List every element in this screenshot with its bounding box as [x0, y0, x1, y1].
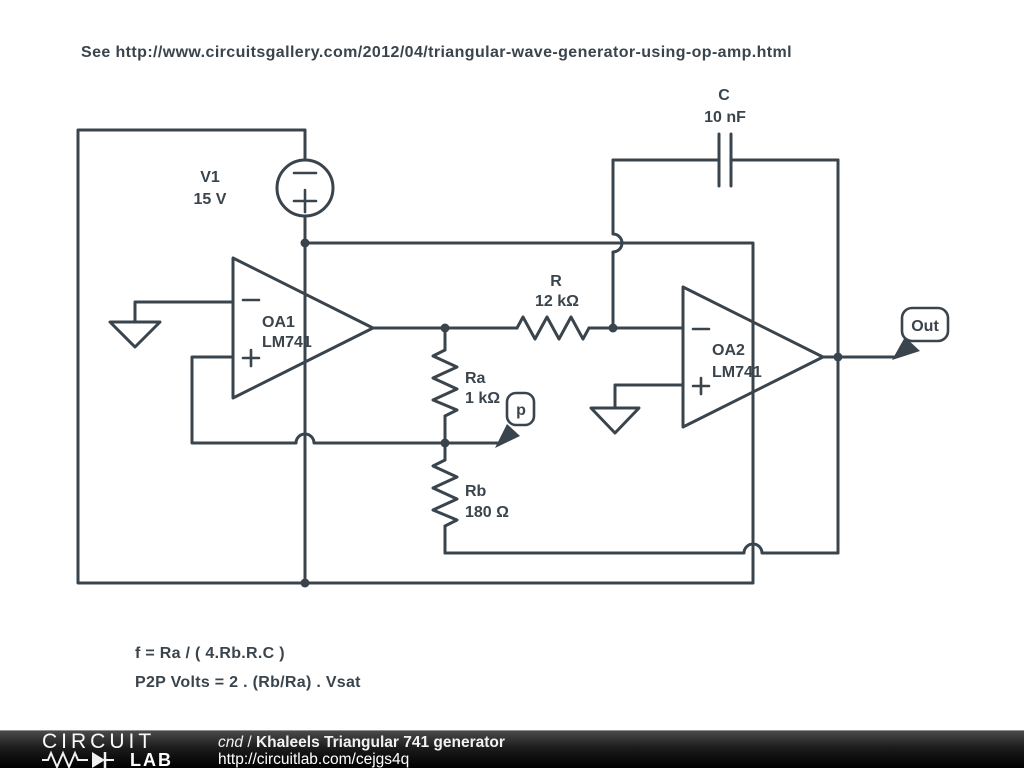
- ground-icon: [110, 322, 160, 347]
- circuit-url[interactable]: http://circuitlab.com/cejgs4q: [218, 751, 410, 768]
- logo-text-circuit: CIRCUIT: [42, 730, 156, 753]
- author-name: cnd: [218, 734, 243, 751]
- oa2-name-label: OA2: [712, 342, 745, 359]
- logo-text-lab: LAB: [130, 750, 173, 768]
- title-separator: /: [247, 734, 252, 751]
- ra-value-label: 1 kΩ: [465, 390, 501, 407]
- source-link-note: See http://www.circuitsgallery.com/2012/04/triangular-wave-generator-using-op-amp.html: [81, 44, 793, 61]
- c-value-label: 10 nF: [704, 109, 746, 126]
- rb-name-label: Rb: [465, 483, 487, 500]
- ra-name-label: Ra: [465, 370, 486, 387]
- circuit-meta[interactable]: [218, 734, 505, 768]
- wire-supply-loop: [78, 130, 753, 583]
- circuit-title: Khaleels Triangular 741 generator: [255, 734, 505, 751]
- junction-dot: [301, 579, 310, 588]
- frequency-formula: f = Ra / ( 4.Rb.R.C ): [135, 645, 285, 662]
- junction-dots: [301, 239, 843, 588]
- flag-out-label: Out: [911, 318, 939, 335]
- oa2-part-label: LM741: [712, 364, 762, 381]
- flag-out: [892, 308, 948, 360]
- oa1-name-label: OA1: [262, 314, 295, 331]
- p2p-formula: P2P Volts = 2 . (Rb/Ra) . Vsat: [135, 674, 361, 691]
- oa1-part-label: LM741: [262, 334, 312, 351]
- c-name-label: C: [718, 87, 730, 104]
- junction-dot: [441, 439, 450, 448]
- flag-p-label: p: [516, 402, 526, 419]
- wire-oa1-plus-loop-with-hop: [192, 357, 445, 443]
- flag-p: [495, 393, 534, 448]
- circuitlab-footer-bar[interactable]: [0, 730, 1024, 768]
- resistor-rb-zigzag: [433, 460, 457, 526]
- junction-dot: [441, 324, 450, 333]
- junction-dot: [834, 353, 843, 362]
- resistor-r-zigzag: [517, 317, 589, 339]
- wire-rb-bottom-with-hop: [445, 544, 838, 553]
- wire-oa2-plus-to-ground: [615, 385, 683, 408]
- junction-dot: [609, 324, 618, 333]
- junction-dot: [301, 239, 310, 248]
- circuitlab-logo[interactable]: [42, 731, 192, 768]
- flag-tail: [495, 424, 520, 448]
- r-value-label: 12 kΩ: [535, 293, 579, 310]
- circuit-title-line: [218, 734, 505, 751]
- resistor-diode-icon: [42, 750, 128, 768]
- rb-value-label: 180 Ω: [465, 504, 509, 521]
- r-name-label: R: [550, 273, 562, 290]
- opamp-oa1-body: [233, 258, 373, 398]
- ground-icon: [591, 408, 639, 433]
- v1-name-label: V1: [200, 169, 220, 186]
- v1-value-label: 15 V: [193, 191, 227, 208]
- resistor-ra-zigzag: [433, 350, 457, 416]
- wire-oa1-minus-to-ground: [135, 302, 233, 322]
